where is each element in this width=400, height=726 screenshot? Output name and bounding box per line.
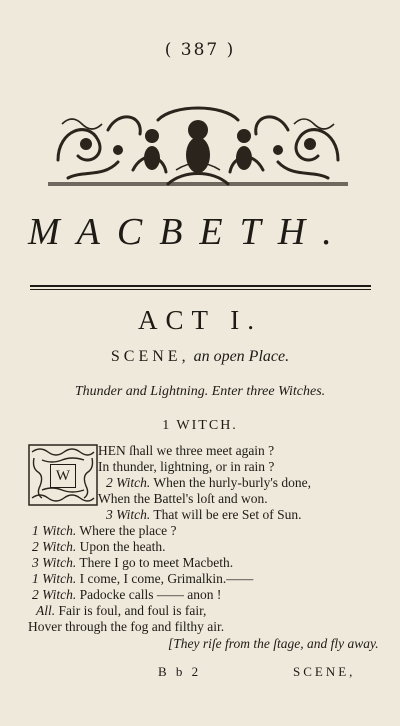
speaker-name: 3 Witch.: [106, 507, 151, 522]
speaker-name: All.: [36, 603, 56, 618]
page-number: ( 387 ): [164, 40, 236, 60]
speaker-name: 2 Witch.: [32, 539, 77, 554]
verse-line: 3 Witch. That will be ere Set of Sun.: [106, 507, 302, 522]
play-title: MACBETH.: [28, 211, 349, 253]
ornament-headpiece-icon: [48, 100, 348, 192]
speaker-name: 1 Witch.: [32, 523, 77, 538]
verse-line: Hover through the fog and filthy air.: [28, 619, 225, 634]
first-speaker-heading: 1 WITCH.: [162, 418, 238, 433]
verse-line: 3 Witch. There I go to meet Macbeth.: [32, 555, 234, 570]
act-heading: ACT I.: [137, 305, 262, 335]
drop-cap-letter: W: [50, 464, 76, 488]
title-rule-thin: [30, 289, 371, 290]
verse-line: 2 Witch. Upon the heath.: [32, 539, 166, 554]
catchword: SCENE,: [293, 664, 356, 679]
verse-line: 2 Witch. When the hurly-burly's done,: [106, 475, 312, 490]
verse-line: All. Fair is foul, and foul is fair,: [36, 603, 207, 618]
scene-place: an open Place.: [193, 348, 290, 365]
speaker-name: 2 Witch.: [106, 475, 151, 490]
verse-line: 1 Witch. Where the place ?: [32, 523, 177, 538]
verse-line: 2 Witch. Padocke calls —— anon !: [32, 587, 222, 602]
speaker-name: 2 Witch.: [32, 587, 77, 602]
closing-stage-direction: [They riſe from the ſtage, and fly away.: [168, 636, 379, 651]
verse-line: 1 Witch. I come, I come, Grimalkin.——: [32, 571, 254, 586]
signature-mark: B b 2: [158, 664, 202, 679]
scene-label: SCENE,: [110, 348, 190, 365]
speaker-name: 3 Witch.: [32, 555, 77, 570]
title-rule: [30, 285, 371, 287]
scene-heading: [0, 348, 400, 366]
verse-line: In thunder, lightning, or in rain ?: [98, 459, 275, 474]
speaker-name: 1 Witch.: [32, 571, 77, 586]
opening-stage-direction: Thunder and Lightning. Enter three Witches.: [74, 384, 326, 399]
verse-line: HEN ſhall we three meet again ?: [98, 443, 275, 458]
verse-line: When the Battel's loſt and won.: [98, 491, 268, 506]
drop-cap-block: [28, 444, 98, 506]
